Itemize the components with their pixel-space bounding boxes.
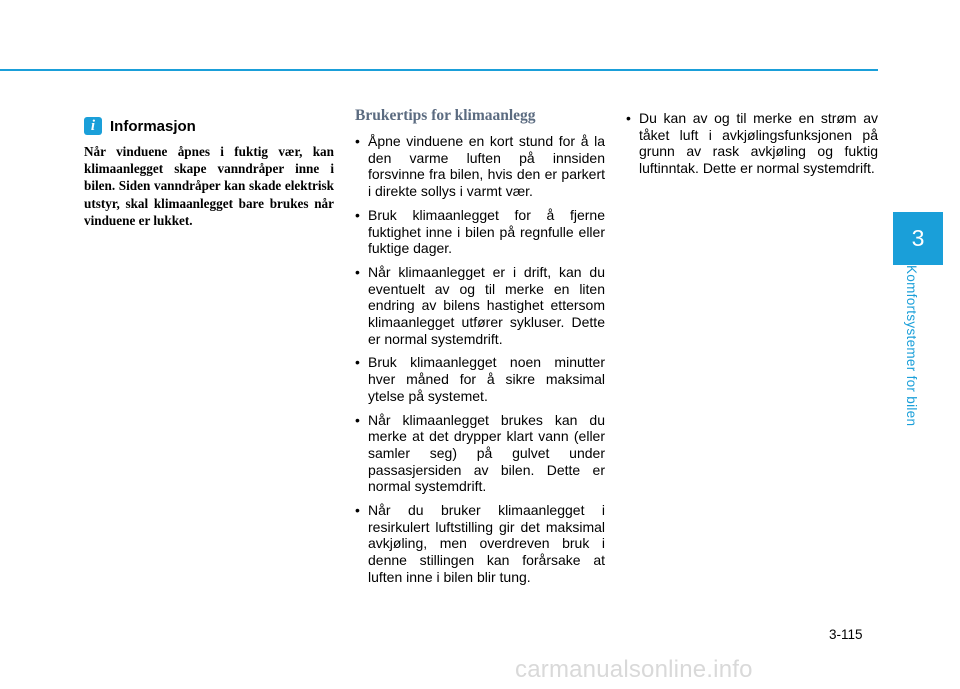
list-item: [355, 264, 605, 348]
chapter-title: Komfortsystemer for bilen: [904, 265, 919, 427]
tips-continued: [626, 110, 878, 184]
watermark: carmanualsonline.info: [515, 656, 753, 683]
top-rule: [0, 69, 878, 71]
info-body: Når vinduene åpnes i fuktig vær, kan klimaanlegget skape vanndråper inne i bilen. Siden vanndråper kan skade elektrisk utstyr, skal klimaanlegget bare brukes når vinduene er lukket.: [84, 144, 334, 228]
list-item: [355, 412, 605, 496]
list-item-text: Bruk klimaanlegget for å fjerne fuktighet inne i bilen på regnfulle eller fuktige dager.: [368, 206, 605, 257]
bullet-icon: •: [355, 411, 360, 428]
section-title: Brukertips for klimaanlegg: [355, 107, 536, 124]
bullet-icon: •: [355, 206, 360, 223]
list-item-text: Bruk klimaanlegget noen minutter hver måned for å sikre maksimal ytelse på systemet.: [368, 354, 605, 404]
info-title: Informasjon: [110, 117, 196, 135]
list-item: [626, 110, 878, 177]
bullet-icon: •: [355, 263, 360, 280]
page-number: 3-115: [829, 627, 863, 642]
list-item-text: Når klimaanlegget brukes kan du merke at det drypper klart vann (eller samler seg) på gulvet under passasjersiden av bilen. Dette er normal systemdrift.: [368, 411, 605, 495]
list-item-text: Når du bruker klimaanlegget i resirkulert luftstilling gir det maksimal avkjøling, men overdreven bruk i denne stillingen kan forårsake at luften inne i bilen blir tung.: [368, 502, 605, 585]
list-item: [355, 502, 605, 586]
bullet-icon: •: [355, 354, 360, 371]
list-item-text: Når klimaanlegget er i drift, kan du eventuelt av og til merke en liten endring av bilens hastighet ettersom klimaanlegget utfører sykluser. Dette er normal systemdrift.: [368, 263, 605, 347]
info-icon: i: [84, 117, 102, 135]
chapter-number-tab: 3: [893, 212, 943, 265]
list-item-text: Du kan av og til merke en strøm av tåket luft i avkjølingsfunksjonen på grunn av rask avkjøling og fuktig luftinntak. Dette er normal systemdrift.: [639, 110, 878, 177]
list-item: [355, 133, 605, 200]
tips-section: [355, 107, 605, 593]
bullet-icon: •: [626, 110, 631, 126]
list-item: [355, 354, 605, 404]
bullet-icon: •: [355, 133, 360, 149]
tips-list-continued: [626, 110, 878, 177]
list-item-text: Åpne vinduene en kort stund for å la den varme luften på innsiden forsvinne fra bilen, hvis den er parkert i direkte sollys i varmt vær.: [368, 133, 605, 200]
info-box: [84, 114, 334, 229]
info-header: [84, 114, 334, 138]
list-item: [355, 207, 605, 257]
tips-list: [355, 133, 605, 586]
bullet-icon: •: [355, 502, 360, 519]
